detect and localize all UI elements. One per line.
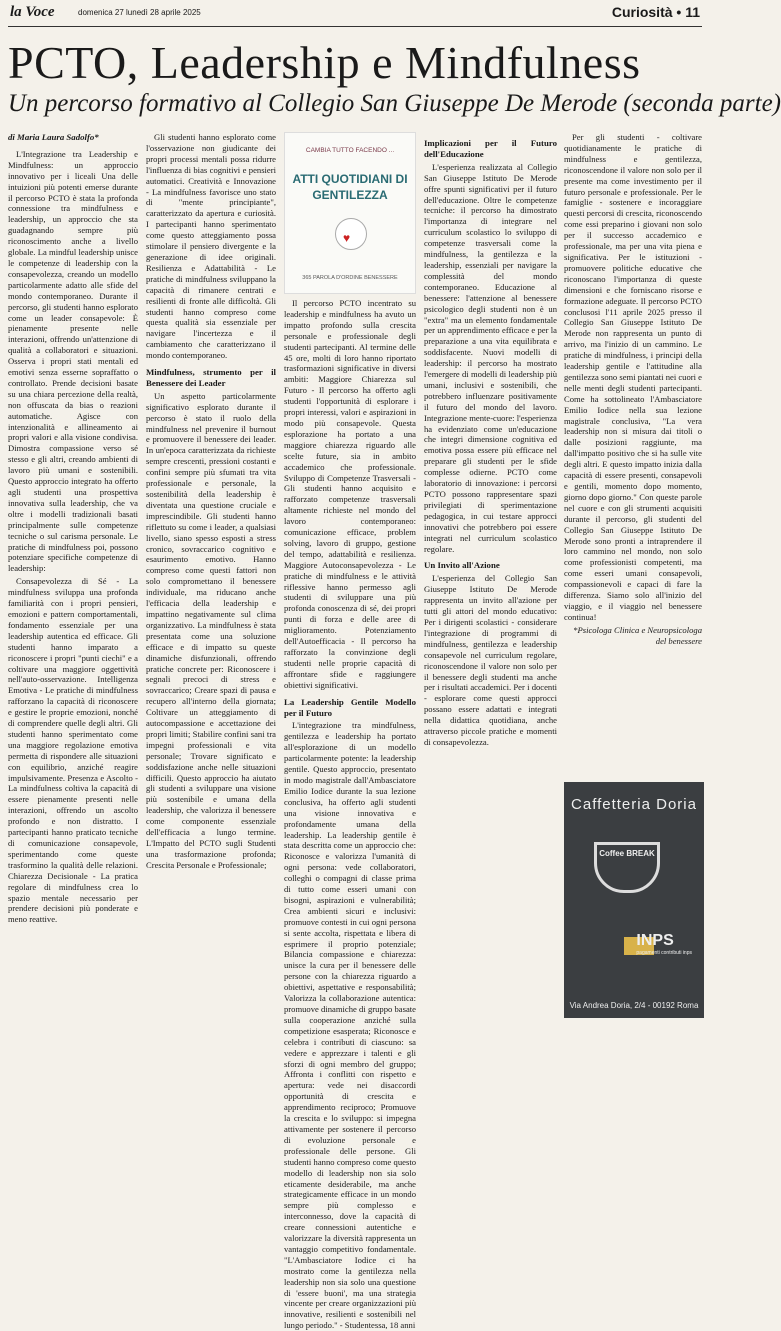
paragraph: L'integrazione tra mindfulness, gentilezza e leadership ha portato all'esplorazione di un modello particolarmente potente: la leadership gentile. Questo approccio, presentato in modo magistrale dall'Ambasciatore Emilio Iodice durante la sua lezione conclusiva, ha offerto agli studenti una visione innovativa e profondamente umana della leadership. La leadership gentile è stata descritta come un approccio che: Riconosce e valorizza l'umanità di ogni persona: vede collaboratori, colleghi o compagni di classe prima di tutto come esseri umani con bisogni, aspirazioni e vulnerabilità; Crea ambienti sicuri e inclusivi: promuove contesti in cui ogni persona si sente accolta, rispettata e libera di esprimere il proprio potenziale; Bilancia compassione e chiarezza: unisce la cura per il benessere delle persone con la chiarezza riguardo a obiettivi, aspettative e responsabilità; Valorizza la collaborazione autentica: promuove dinamiche di gruppo basate sulla cooperazione anziché sulla competizione esasperata; Riconosce e celebra i contributi di ciascuno: sa vedere e apprezzare i talenti e gli sforzi di ogni membro del gruppo; Affronta i conflitti con rispetto e apertura: vede nei disaccordi opportunità di crescita e apprendimento reciproco; Promuove la crescita e lo sviluppo: si impegna attivamente per sostenere il percorso di evoluzione personale e professionale delle persone. Gli studenti hanno compreso come questo modello di leadership non sia solo eticamente desiderabile, ma anche strategicamente efficace in un mondo sempre più complesso e interconnesso, dove la capacità di creare connessioni autentiche e valorizzare la diversità rappresenta un vantaggio competitivo fondamentale. "L'Ambasciatore Iodice ci ha mostrato come la gentilezza nella leadership non sia solo una questione di 'essere buoni', ma una strategia vincente per creare organizzazioni più innovative, resilienti e sostenibili nel lungo periodo." - Studentessa, 18 anni xyxy=(284,720,416,1331)
heart-icon: ♥ xyxy=(343,231,351,245)
column-1 xyxy=(8,132,138,1018)
paragraph: Per gli studenti - coltivare quotidianamente le pratiche di mindfulness e gentilezza, riconoscendone il valore non solo per il presente ma come investimento per il futuro personale e professionale. Per le famiglie - sostenere e incoraggiare questi percorsi di crescita, riconoscendo come essi preparino i giovani non solo per il successo accademico e professionale, ma per una vita piena e significativa. Per le istituzioni - promuovere politiche educative che riconoscano l'importanza di queste dimensioni e che forniscano risorse e formazione adeguate. Il percorso PCTO conclusosi l'11 aprile 2025 presso il Collegio San Giuseppe Istituto De Merode non rappresenta un punto di arrivo, ma l'inizio di un cammino. Le pratiche di mindfulness, i principi della leadership gentile e l'attitudine alla gentilezza sono semi piantati nei cuori e nelle menti degli studenti partecipanti. Come ha sottolineato l'Ambasciatore Emilio Iodice nella sua lezione magistrale conclusiva, "La vera leadership non si misura dai titoli o dalle posizioni raggiunte, ma dall'impatto positivo che si ha sulle vite degli altri. E questo impatto inizia dalla capacità di essere presenti, consapevoli e gentili, momento dopo momento, giorno dopo giorno." Con queste parole nel cuore e con gli strumenti acquisiti durante il percorso, gli studenti del Collegio San Giuseppe Istituto De Merode sono pronti a intraprendere il loro cammino nel mondo, non solo come professionisti competenti, ma come esseri umani consapevoli, compassionevoli e capaci di fare la differenza. Siamo solo all'inizio del viaggio, e il viaggio nel benessere continua! xyxy=(564,132,702,622)
paragraph: Il percorso PCTO incentrato su leadership e mindfulness ha avuto un impatto profondo sulla crescita personale e professionale degli studenti partecipanti. Al termine delle 45 ore, molti di loro hanno riportato trasformazioni significative in diversi ambiti: Maggiore Chiarezza sul Futuro - Il percorso ha offerto agli studenti l'opportunità di esplorare i propri interessi, valori e aspirazioni in modo più consapevole. Questa esplorazione ha portato a una maggiore chiarezza riguardo alle scelte future, sia in ambito accademico che professionale. Sviluppo di Competenze Trasversali - Gli studenti hanno acquisito e rafforzato competenze trasversali altamente richieste nel mondo del lavoro contemporaneo: comunicazione efficace, problem solving, lavoro di gruppo, gestione del tempo, adattabilità e resilienza. Maggiore Autoconsapevolezza - Le pratiche di mindfulness e le attività riflessive hanno permesso agli studenti di sviluppare una più profonda conoscenza di sé, dei propri punti di forza e delle aree di miglioramento. Potenziamento dell'Autoefficacia - Il percorso ha rafforzato la convinzione degli studenti nelle proprie capacità di affrontare sfide e raggiungere obiettivi significativi. xyxy=(284,298,416,690)
column-4 xyxy=(424,132,557,1018)
newspaper-logo: la Voce xyxy=(10,4,55,20)
paragraph: Consapevolezza di Sé - La mindfulness sviluppa una profonda familiarità con i propri pensieri, emozioni e pattern comportamentali, fondamento essenziale per una leadership autentica ed efficace. Gli studenti hanno imparato a riconoscere i propri "punti ciechi" e a coltivare una maggiore oggettività nell'auto-osservazione. Intelligenza Emotiva - Le pratiche di mindfulness rafforzano la capacità di riconoscere e gestire le proprie emozioni, nonché di comprendere quelle degli altri. Gli studenti hanno sperimentato come una maggiore regolazione emotiva permetta di rispondere alle situazioni con equilibrio, anziché reagire impulsivamente. Presenza e Ascolto - La mindfulness coltiva la capacità di essere pienamente presenti nelle interazioni, offrendo un ascolto profondo e non distratto. I partecipanti hanno praticato tecniche di comunicazione consapevole, sperimentando come queste trasformino la qualità delle relazioni. Chiarezza Decisionale - La pratica regolare di mindfulness crea lo spazio mentale necessario per prendere decisioni più ponderate e meno reattive. xyxy=(8,576,138,925)
paragraph: L'esperienza realizzata al Collegio San Giuseppe Istituto De Merode offre spunti significativi per il futuro dell'educazione. Oltre le competenze tecniche: il percorso ha dimostrato l'importanza di integrare nel curriculum scolastico lo sviluppo di competenze trasversali come la mindfulness, la gentilezza e la leadership, essenziali per navigare la complessità del mondo contemporaneo. Educazione al benessere: l'attenzione al benessere psicologico degli studenti non è un "extra" ma un elemento fondamentale per un apprendimento efficace e per la preparazione a una vita equilibrata e soddisfacente. Nuovi modelli di leadership: il percorso ha mostrato l'emergere di modelli di leadership più umani, inclusivi e sostenibili, che potrebbero influenzare positivamente il futuro del mondo del lavoro. Integrazione mente-cuore: l'esperienza ha evidenziato come un'educazione che integri dimensione cognitiva ed emotiva possa essere più efficace nel preparare gli studenti per le sfide complesse odierne. PCTO come laboratorio di innovazione: i percorsi PCTO possono rappresentare spazi privilegiati di sperimentazione pedagogica, in cui testare approcci innovativi che potrebbero poi essere integrati nel curriculum scolastico regolare. xyxy=(424,161,557,554)
cup-label: Coffee BREAK xyxy=(599,849,655,858)
column-3 xyxy=(284,298,416,1331)
illustration-footer: 365 PAROLA D'ORDINE BENESSERE xyxy=(302,275,398,281)
ad-brand-name: INPS xyxy=(636,932,674,949)
page-header xyxy=(8,4,702,27)
section-heading: Mindfulness, strumento per il Benessere dei Leader xyxy=(146,367,276,388)
article-title: PCTO, Leadership e Mindfulness xyxy=(8,37,641,88)
ad-brand xyxy=(636,932,692,956)
section-heading: Un Invito all'Azione xyxy=(424,560,500,571)
paragraph: L'Integrazione tra Leadership e Mindfulness: un approccio innovativo per i liceali Una delle intuizioni più potenti emerse durante il percorso PCTO è stata la profonda connessione tra mindfulness e leadership, un approccio che sta guadagnando sempre più riconoscimento anche a livello globale. La mindful leadership unisce le competenze di leadership con la consapevolezza, creando un modello particolarmente adatto alle sfide del mondo contemporaneo. Durante il percorso, gli studenti hanno esplorato come un leader consapevole: È pienamente presente nelle interazioni, offrendo un'attenzione di qualità a collaboratori e situazioni. Osserva i propri stati mentali ed emotivi senza esserne sopraffatto o controllato. Prende decisioni basate su una chiara percezione della realtà, non offuscata da bias o reazioni automatiche. Agisce con intenzionalità e allineamento ai propri valori e alla visione condivisa. Dimostra compassione verso sé stesso e gli altri, creando ambienti di lavoro più umani e sostenibili. Questo approccio integrato ha offerto agli studenti una prospettiva innovativa sulla leadership, che va oltre i modelli tradizionali basati principalmente sulle competenze tecniche o sul carisma personale. Le pratiche di mindfulness poi, possono potenziare specifiche competenze di leadership: xyxy=(8,148,138,574)
article-subtitle: Un percorso formativo al Collegio San Giuseppe De Merode (seconda parte) xyxy=(8,90,781,117)
author-note: *Psicologa Clinica e Neuropsicologa del benessere xyxy=(573,624,702,646)
author-byline: di Maria Laura Sadolfo* xyxy=(8,132,99,142)
paragraph: L'esperienza del Collegio San Giuseppe Istituto De Merode rappresenta un invito all'azione per tutti gli attori del mondo educativo: Per i dirigenti scolastici - considerare l'integrazione di programmi di mindfulness, gentilezza e leadership consapevole nel curriculum regolare, riconoscendone il valore non solo per il benessere degli studenti ma anche per i risultati accademici. Per i docenti - esplorare come questi approcci possano essere adattati e integrati nella didattica quotidiana, anche attraverso piccole pratiche e momenti di consapevolezza. xyxy=(424,573,557,747)
ad-shop-name: Caffetteria Doria xyxy=(571,796,697,813)
column-5 xyxy=(564,132,702,772)
section-heading: La Leadership Gentile Modello per il Futuro xyxy=(284,696,416,718)
paragraph: Gli studenti hanno esplorato come l'osservazione non giudicante dei propri processi mentali possa ridurre l'influenza di bias cognitivi e pensieri automatici. Creatività e Innovazione - La mindfulness favorisce uno stato di "mente principiante", caratterizzato da apertura e curiosità. I partecipanti hanno sperimentato come questo atteggiamento possa stimolare il pensiero divergente e la generazione di idee originali. Resilienza e Adattabilità - Le pratiche di mindfulness sviluppano la capacità di rimanere centrati e resilienti di fronte alle difficoltà. Gli studenti hanno compreso come questa qualità sia essenziale per navigare l'incertezza e il cambiamento che caratterizzano il mondo contemporaneo. xyxy=(146,132,276,361)
coffee-cup-icon xyxy=(594,842,660,893)
ad-brand-sub: pagamenti contributi inps xyxy=(636,950,692,956)
section-heading: Implicazioni per il Futuro dell'Educazione xyxy=(424,138,557,159)
ad-address: Via Andrea Doria, 2/4 - 00192 Roma xyxy=(569,1001,699,1010)
kindness-illustration xyxy=(284,132,416,294)
column-2 xyxy=(146,132,276,1018)
advertisement xyxy=(564,782,704,1018)
illustration-headline: ATTI QUOTIDIANI DI GENTILEZZA xyxy=(292,172,408,202)
section-label: Curiosità • 11 xyxy=(611,4,700,20)
illustration-tag: CAMBIA TUTTO FACENDO ... xyxy=(305,147,395,154)
paragraph: Un aspetto particolarmente significativo esplorato durante il percorso è stato il ruolo della mindfulness nel prevenire il burnout e promuovere il benessere dei leader. In un'epoca caratterizzata da richieste sempre crescenti, pressioni costanti e confini sempre più sfumati tra vita professionale e personale, la sostenibilità della leadership è diventata una questione cruciale e imprescindibile. Gli studenti hanno riflettuto su come i leader, a qualsiasi livello, siano spesso esposti a stress cronico, sovraccarico cognitivo e esaurimento emotivo. Hanno compreso come questi fattori non solo compromettano il benessere individuale, ma riducano anche l'efficacia della leadership e impattino negativamente sul clima organizzativo. La mindfulness è stata presentata come una soluzione efficace e di impatto su queste dinamiche disfunzionali, offrendo pratiche concrete per: Riconoscere i segnali precoci di stress e sovraccarico; Creare spazi di pausa e recupero all'interno della giornata; Coltivare un atteggiamento di autocompassione e accettazione dei propri limiti; Stabilire confini sani tra impegni professionali e vita personale; Trovare significato e soddisfazione anche nelle situazioni difficili. Questo approccio ha aiutato gli studenti a sviluppare una visione più sostenibile e umana della leadership, che valorizza il benessere come componente essenziale dell'efficacia a lungo termine. L'Impatto del PCTO sugli Studenti una trasformazione profonda; Crescita Personale e Professionale; xyxy=(146,390,276,870)
bear-icon xyxy=(335,218,367,250)
issue-date: domenica 27 lunedì 28 aprile 2025 xyxy=(78,8,201,17)
